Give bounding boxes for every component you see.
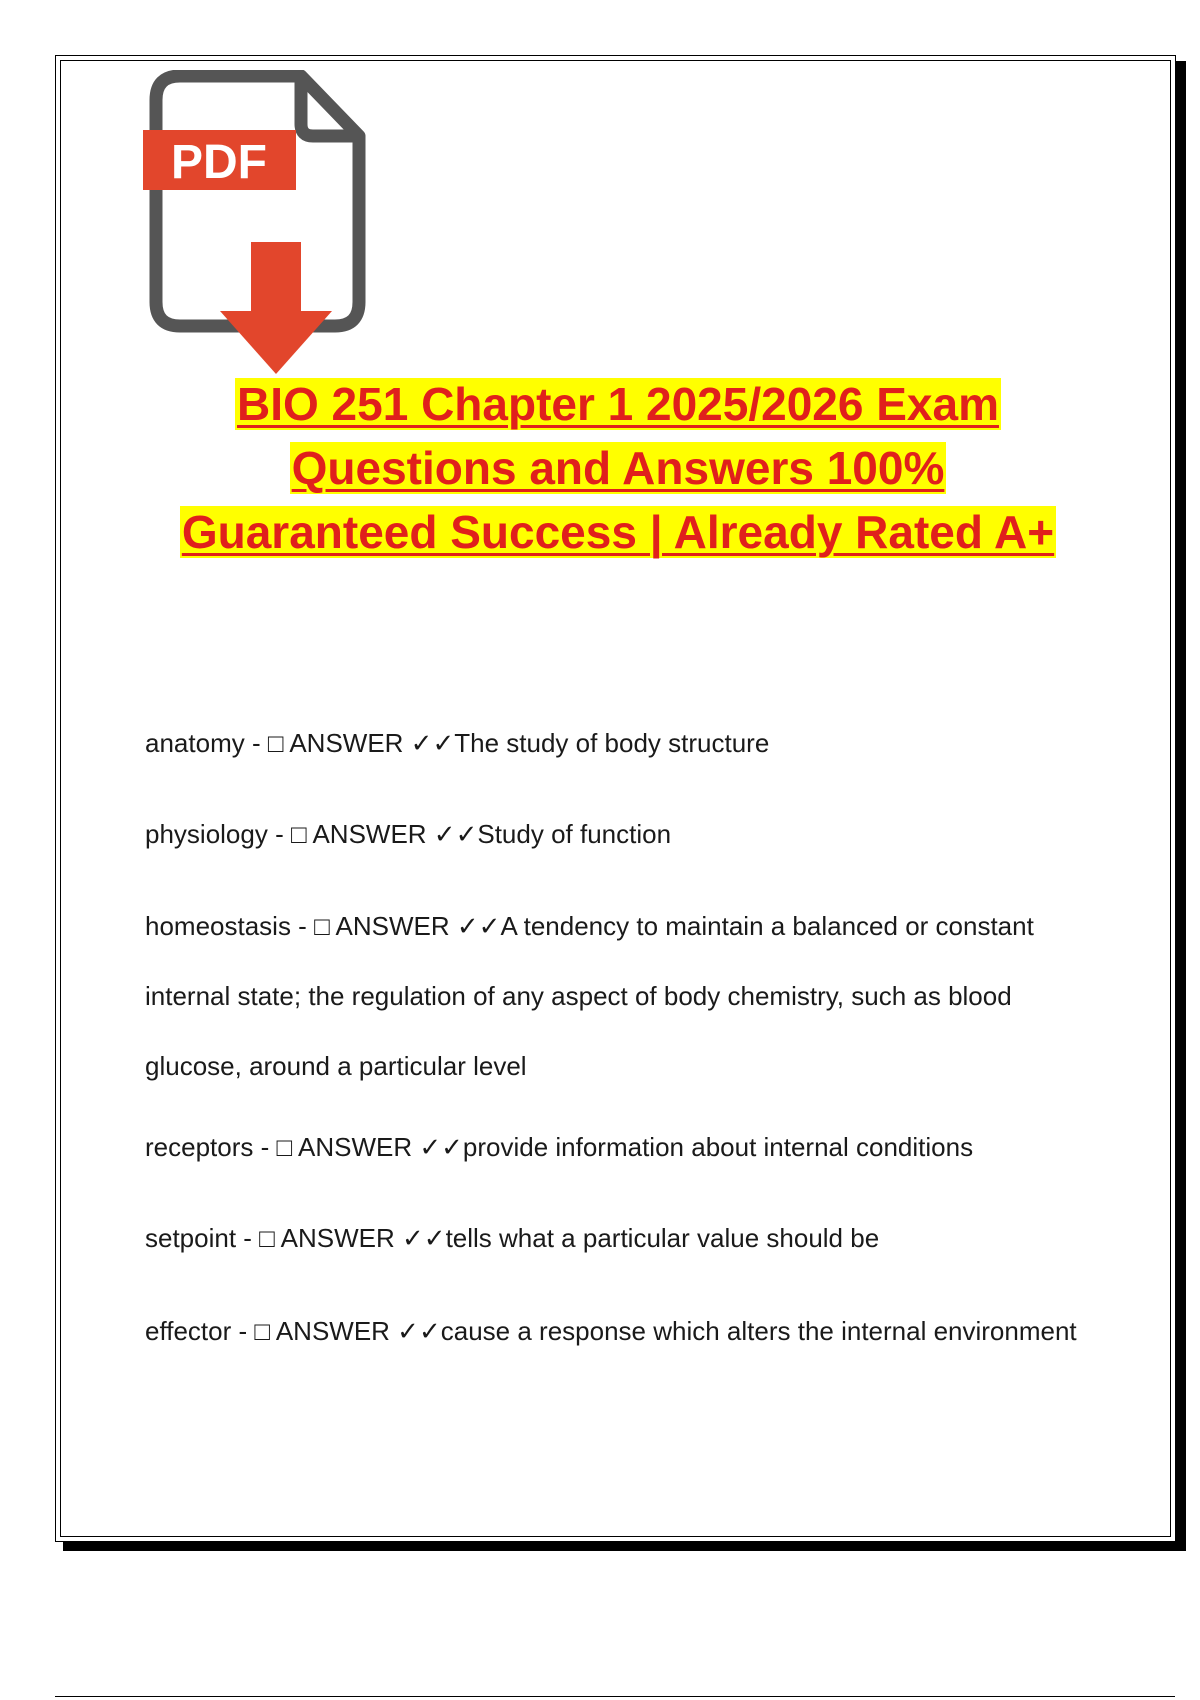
next-page-top-rule	[55, 1696, 1175, 1697]
qa-entry-anatomy: anatomy - □ ANSWER ✓✓The study of body structure	[145, 728, 770, 758]
title-line-1: BIO 251 Chapter 1 2025/2026 Exam	[236, 378, 999, 430]
document-title	[120, 372, 1116, 564]
qa-entry-physiology: physiology - □ ANSWER ✓✓Study of function	[145, 819, 672, 849]
title-line-3: Guaranteed Success | Already Rated A+	[181, 506, 1055, 558]
qa-entry-setpoint: setpoint - □ ANSWER ✓✓tells what a particular value should be	[145, 1223, 880, 1253]
qa-entry-homeostasis: homeostasis - □ ANSWER ✓✓A tendency to maintain a balanced or constant internal state; the regulation of any aspect of body chemistry, such as blood glucose, around a particular level	[145, 911, 1034, 1081]
title-line-2: Questions and Answers 100%	[291, 442, 945, 494]
qa-entry-receptors: receptors - □ ANSWER ✓✓provide information about internal conditions	[145, 1132, 974, 1162]
pdf-download-icon	[143, 70, 403, 382]
pdf-badge-label: PDF	[171, 136, 267, 189]
download-arrow-head	[220, 311, 332, 374]
download-arrow-shaft	[251, 242, 301, 312]
qa-entry-effector: effector - □ ANSWER ✓✓cause a response which alters the internal environment	[145, 1316, 1077, 1346]
